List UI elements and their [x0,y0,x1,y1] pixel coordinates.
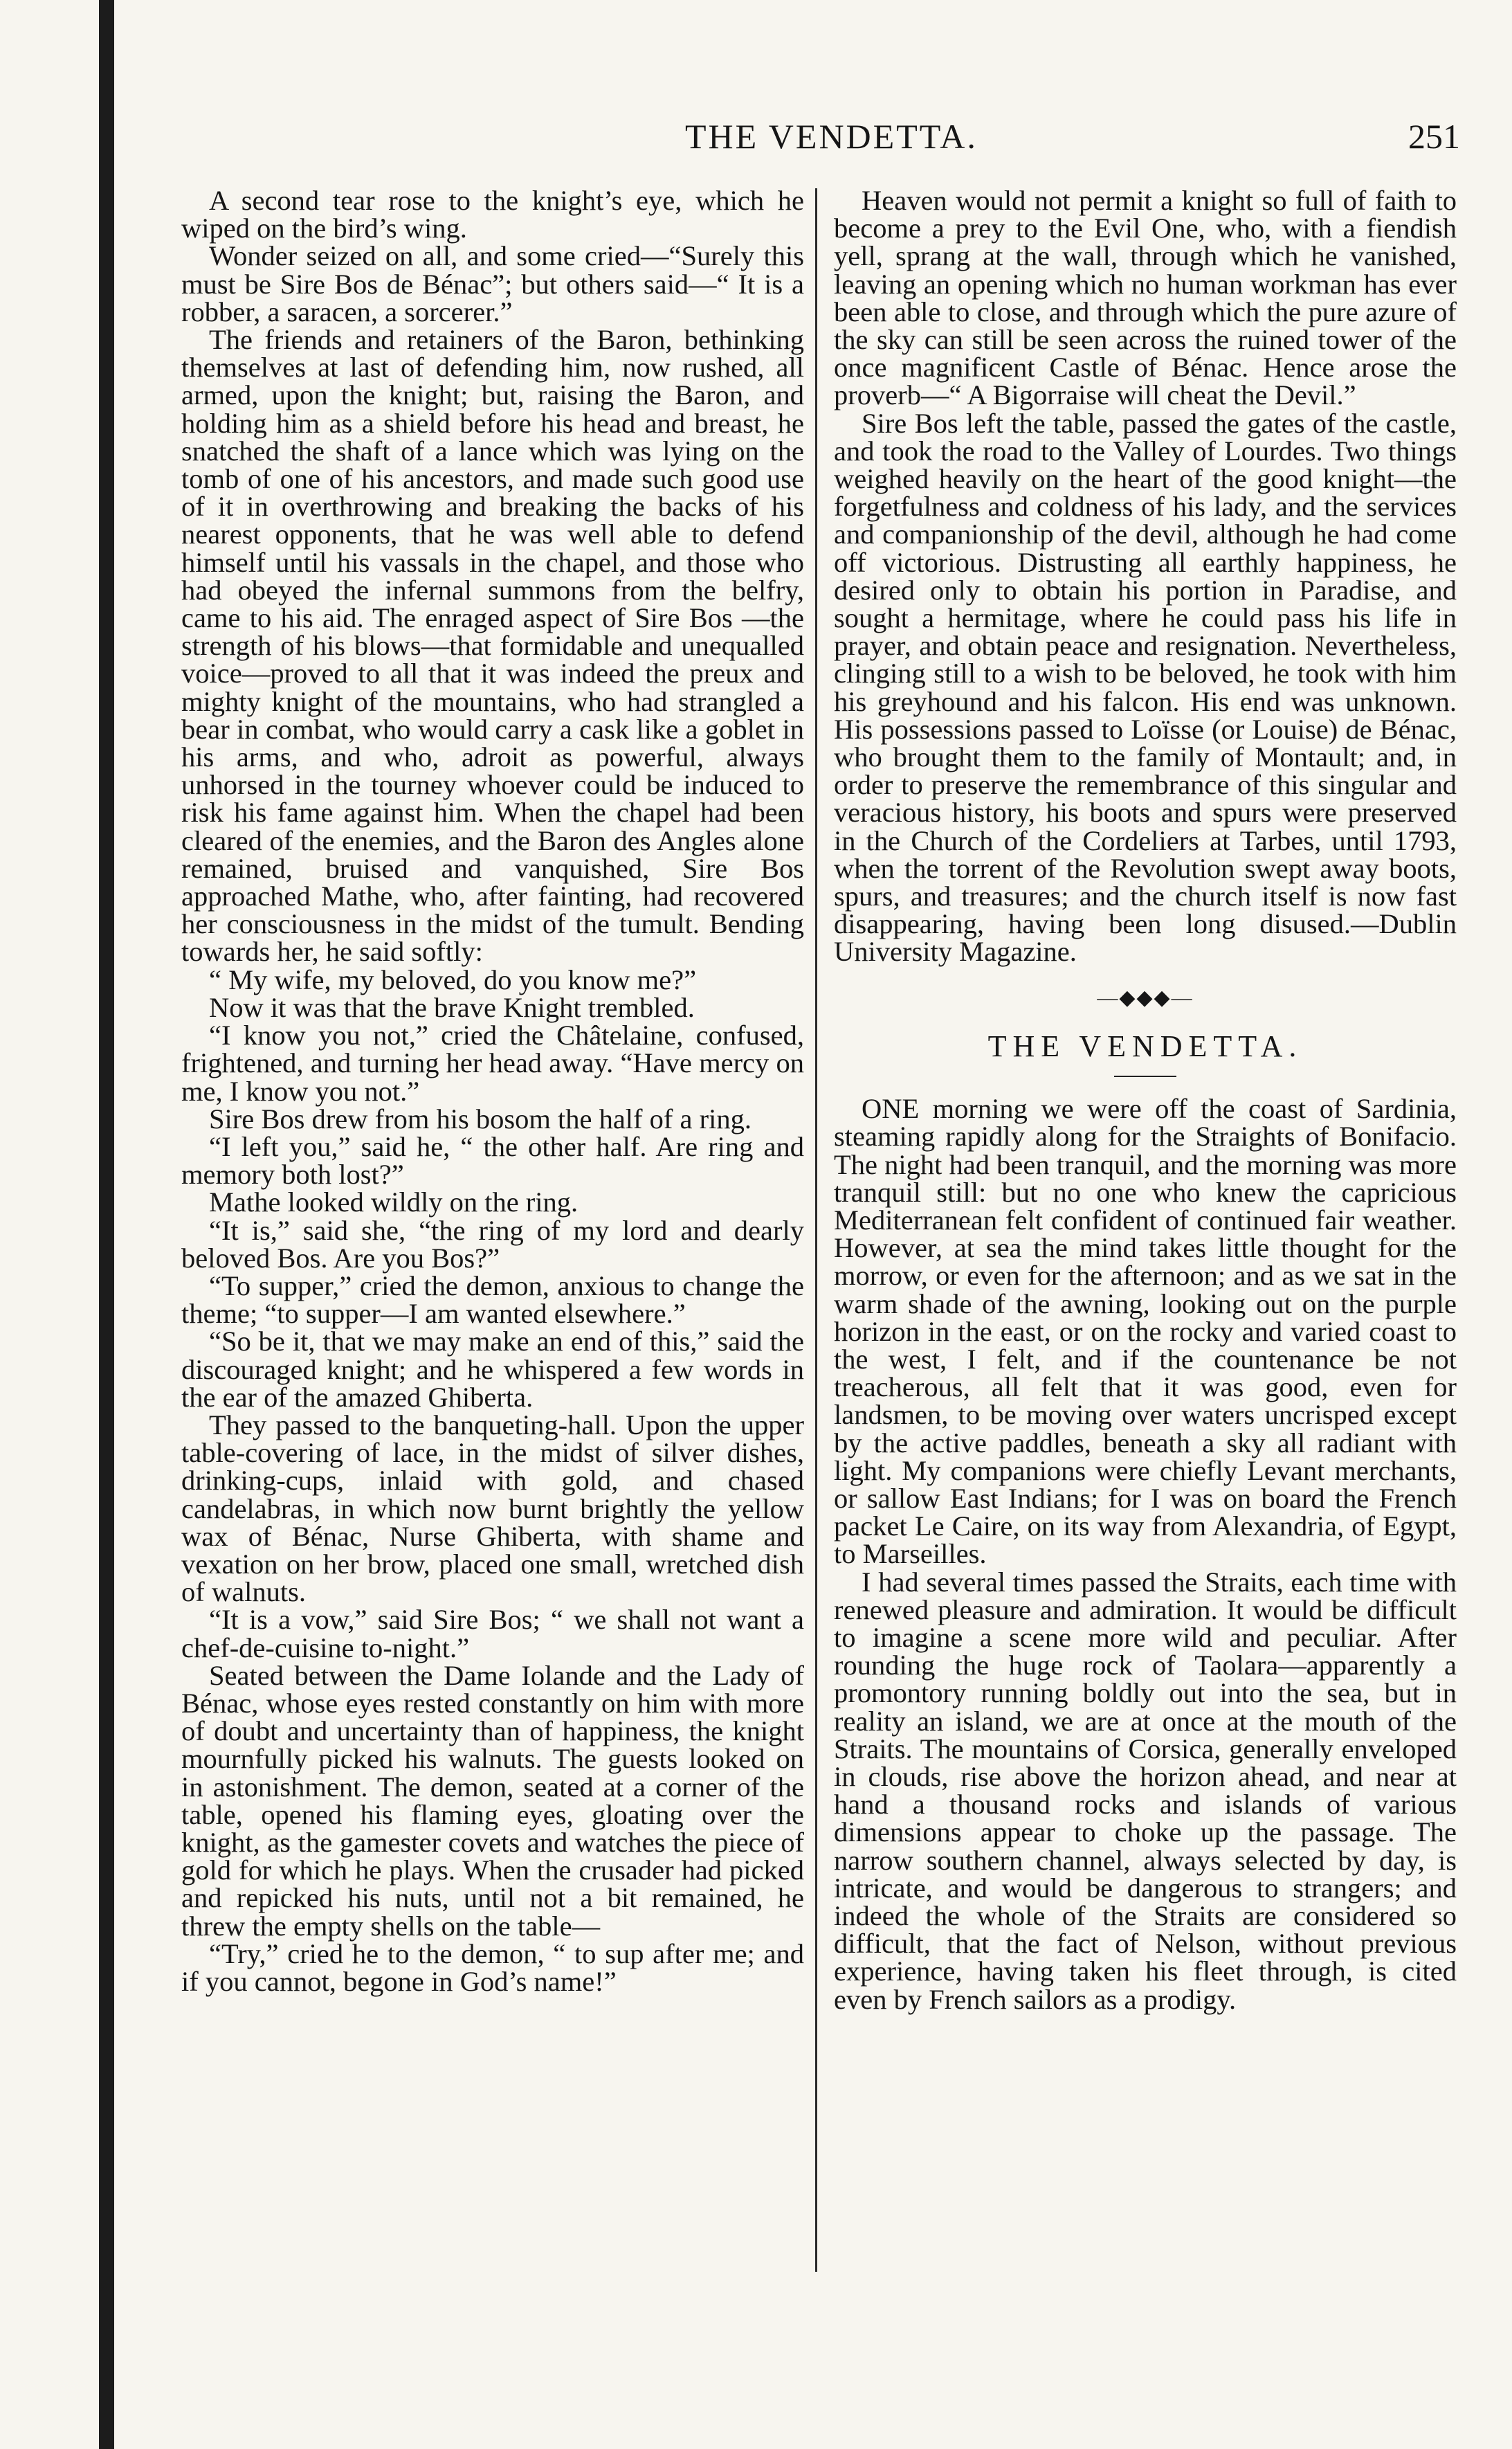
ornament-divider: —◆◆◆— [1097,986,1194,1009]
paragraph: “I left you,” said he, “ the other half. Are ring and memory both lost?” [181,1130,804,1191]
paragraph: “Try,” cried he to the demon, “ to sup after me; and if you cannot, begone in God’s name!” [181,1937,804,1997]
paragraph: “It is a vow,” said Sire Bos; “ we shall not want a chef-de-cuisine to-night.” [181,1604,804,1663]
paragraph: Sire Bos drew from his bosom the half of a ring. [209,1103,752,1135]
paragraph: A second tear rose to the knight’s eye, which he wiped on the bird’s wing. [181,185,804,244]
page-binding-edge [99,0,114,2449]
paragraph: Heaven would not permit a knight so full of faith to become a prey to the Evil One, who, with a fiendish yell, sprang at the wall, through which he vanished, leaving an opening which no human workman has ever been able to close, and through which the pure azure of the sky can still be seen across the ruined tower of the once magnificent Castle of Bénac. Hence arose the proverb—“ A Bigorraise will cheat the Devil.” [834,185,1457,411]
right-column [834,187,1457,2014]
paragraph: “To supper,” cried the demon, anxious to change the theme; “to supper—I am wanted elsewhere.” [181,1269,804,1330]
paragraph: I had several times passed the Straits, each time with renewed pleasure and admiration. It would be difficult to imagine a scene more wild and peculiar. After rounding the huge rock of Taolara—apparently a promontory running boldly out into the sea, but in reality an island, we are at once at the mouth of the Straits. The mountains of Corsica, generally enveloped in clouds, rise above the horizon ahead, and near at hand a thousand rocks and islands of various dimensions appear to choke up the passage. The narrow southern channel, always selected by day, is intricate, and would be dangerous to strangers; and indeed the whole of the Straits are considered so difficult, that the fact of Nelson, without previous experience, having taken his fleet through, is cited even by French sailors as a prodigy. [834,1566,1457,2015]
paragraph: “It is,” said she, “the ring of my lord and dearly beloved Bos. Are you Bos?” [181,1214,804,1274]
page-header [173,116,1474,172]
paragraph: ONE morning we were off the coast of Sardinia, steaming rapidly along for the Straights of Bonifacio. The night had been tranquil, and the morning was more tranquil still: but no one who knew the capricious Mediterranean felt confident of continued fair weather. However, at sea the mind takes little thought for the morrow, or even for the afternoon; and as we sat in the warm shade of the awning, looking out on the purple horizon in the east, or on the rocky and varied coast to the west, I felt, and if the countenance be not treacherous, all felt that it was good, even for landsmen, to be moving over waters uncrisped except by the active paddles, beneath a sky all radiant with light. My companions were chiefly Levant merchants, or sallow East Indians; for I was on board the French packet Le Caire, on its way from Alexandria, of Egypt, to Marseilles. [834,1093,1457,1570]
paragraph: “So be it, that we may make an end of this,” said the discouraged knight; and he whispered a few words in the ear of the amazed Ghiberta. [181,1326,804,1413]
paragraph: Seated between the Dame Iolande and the Lady of Bénac, whose eyes rested constantly on him with more of doubt and uncertainty than of happiness, the knight mournfully picked his walnuts. The guests looked on in astonishment. The demon, seated at a corner of the table, opened his flaming eyes, gloating over the knight, as the gamester covets and watches the piece of gold for which he plays. When the crusader had picked and repicked his nuts, until not a bit remained, he threw the empty shells on the table— [181,1659,804,1942]
paragraph: They passed to the banqueting-hall. Upon the upper table-covering of lace, in the midst of silver dishes, drinking-cups, inlaid with gold, and chased candelabras, in which now burnt brightly the yellow wax of Bénac, Nurse Ghiberta, with shame and vexation on her brow, placed one small, wretched dish of walnuts. [181,1409,804,1608]
paragraph: Sire Bos left the table, passed the gates of the castle, and took the road to the Valley of Lourdes. Two things weighed heavily on the heart of the good knight—the forgetfulness and coldness of his lady, and the services and companionship of the devil, although he had come off victorious. Distrusting all earthly happiness, he desired only to obtain his portion in Paradise, and sought a hermitage, where he could pass his life in prayer, and obtain peace and resignation. Nevertheless, clinging still to a wish to be beloved, he took with him his greyhound and his falcon. His end was unknown. His possessions passed to Loïsse (or Louise) de Bénac, who brought them to the family of Montault; and, in order to preserve the remembrance of this singular and veracious history, his boots and spurs were preserved in the Church of the Cordeliers at Tarbes, until 1793, when the torrent of the Revolution swept away boots, spurs, and treasures; and the church itself is now fast disappearing, having been long disused.—Dublin University Magazine. [834,407,1457,968]
page-number: 251 [1408,117,1460,156]
left-column [181,187,804,1996]
column-divider [815,188,817,2272]
short-rule [1114,1076,1176,1077]
paragraph: “I know you not,” cried the Châtelaine, confused, frightened, and turning her head away. “Have mercy on me, I know you not.” [181,1020,804,1107]
paragraph: “ My wife, my beloved, do you know me?” [209,964,697,995]
paragraph: Mathe looked wildly on the ring. [209,1186,579,1218]
paragraph: Wonder seized on all, and some cried—“Surely this must be Sire Bos de Bénac”; but others said—“ It is a robber, a saracen, a sorcerer.” [181,240,804,327]
paragraph: Now it was that the brave Knight trembled. [209,991,695,1023]
section-title: THE VENDETTA. [987,1029,1303,1063]
paragraph: The friends and retainers of the Baron, bethinking themselves at last of defending him, now rushed, all armed, upon the knight; but, raising the Baron, and holding him as a shield before his head and breast, he snatched the shaft of a lance which was lying on the tomb of one of his ancestors, and made such good use of it in overthrowing and breaking the backs of his nearest opponents, that he was well able to defend himself until his vassals in the chapel, and those who had obeyed the infernal summons from the belfry, came to his aid. The enraged aspect of Sire Bos —the strength of his blows—that formidable and unequalled voice—proved to all that it was indeed the preux and mighty knight of the mountains, who had strangled a bear in combat, who would carry a cask like a goblet in his arms, and who, adroit as powerful, always unhorsed in the tourney whoever could be induced to risk his fame against him. When the chapel had been cleared of the enemies, and the Baron des Angles alone remained, bruised and vanquished, Sire Bos approached Mathe, who, after fainting, had recovered her consciousness in the midst of the tumult. Bending towards her, he said softly: [181,324,804,968]
running-title: THE VENDETTA. [685,117,978,156]
